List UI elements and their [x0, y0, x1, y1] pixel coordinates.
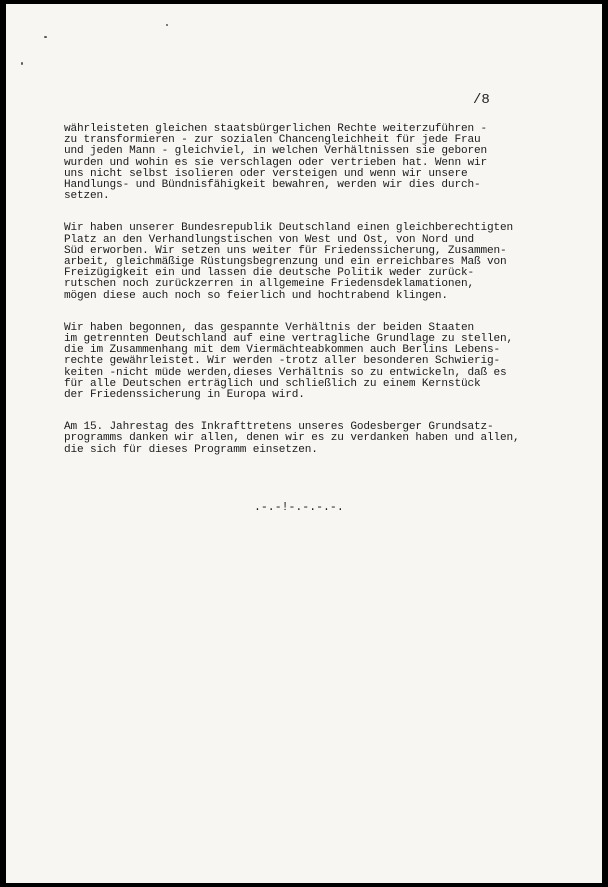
text-line: Am 15. Jahrestag des Inkrafttretens unseres Godesberger Grundsatz-: [64, 421, 494, 434]
text-line: rutschen noch zurückzerren in allgemeine Friedensdeklamationen,: [64, 278, 474, 291]
text-line: zu transformieren - zur sozialen Chancengleichheit für jede Frau: [64, 134, 481, 147]
text-line: die im Zusammenhang mit dem Viermächteabkommen auch Berlins Lebens-: [64, 344, 500, 357]
text-line: arbeit, gleichmäßige Rüstungsbegrenzung und ein erreichbares Maß von: [64, 256, 507, 269]
text-line: uns nicht selbst isolieren oder versteigen und wenn wir unsere: [64, 167, 468, 180]
text-line: die sich für dieses Programm einsetzen.: [64, 443, 318, 456]
text-line: für alle Deutschen erträglich und schließlich zu einem Kernstück: [64, 377, 481, 390]
body-text: [64, 124, 584, 477]
text-line: währleisteten gleichen staatsbürgerlichen Rechte weiterzuführen -: [64, 123, 487, 135]
text-line: und jeden Mann - gleichviel, in welchen Verhältnissen sie geboren: [64, 145, 487, 158]
text-line: setzen.: [64, 190, 110, 203]
text-line: wurden und wohin es sie verschlagen oder vertrieben hat. Wenn wir: [64, 156, 487, 169]
document-page: [6, 4, 602, 883]
scan-speck: [166, 24, 168, 26]
text-line: Handlungs- und Bündnisfähigkeit bewahren, werden wir dies durch-: [64, 179, 481, 192]
scan-speck: [44, 36, 47, 38]
page-number: /8: [473, 92, 490, 108]
paragraph: [64, 124, 584, 202]
text-line: keiten -nicht müde werden,dieses Verhältnis so zu entwickeln, daß es: [64, 366, 507, 379]
paragraph: [64, 422, 584, 456]
section-separator: .-.-!-.-.-.-.: [254, 501, 344, 514]
text-line: Wir haben unserer Bundesrepublik Deutschland einen gleichberechtigten: [64, 222, 514, 235]
text-line: Platz an den Verhandlungstischen von West und Ost, von Nord und: [64, 233, 474, 246]
paragraph: [64, 223, 584, 301]
text-line: Süd erworben. Wir setzen uns weiter für Friedenssicherung, Zusammen-: [64, 244, 507, 257]
text-line: Freizügigkeit ein und lassen die deutsche Politik weder zurück-: [64, 267, 474, 280]
text-line: mögen diese auch noch so feierlich und hochtrabend klingen.: [64, 289, 448, 302]
text-line: programms danken wir allen, denen wir es zu verdanken haben und allen,: [64, 432, 520, 445]
scan-speck: [21, 62, 23, 65]
text-line: rechte gewährleistet. Wir werden -trotz aller besonderen Schwierig-: [64, 355, 500, 368]
text-line: Wir haben begonnen, das gespannte Verhältnis der beiden Staaten: [64, 321, 474, 334]
text-line: der Friedenssicherung in Europa wird.: [64, 389, 305, 402]
paragraph: [64, 323, 584, 401]
text-line: im getrennten Deutschland auf eine vertragliche Grundlage zu stellen,: [64, 333, 514, 346]
